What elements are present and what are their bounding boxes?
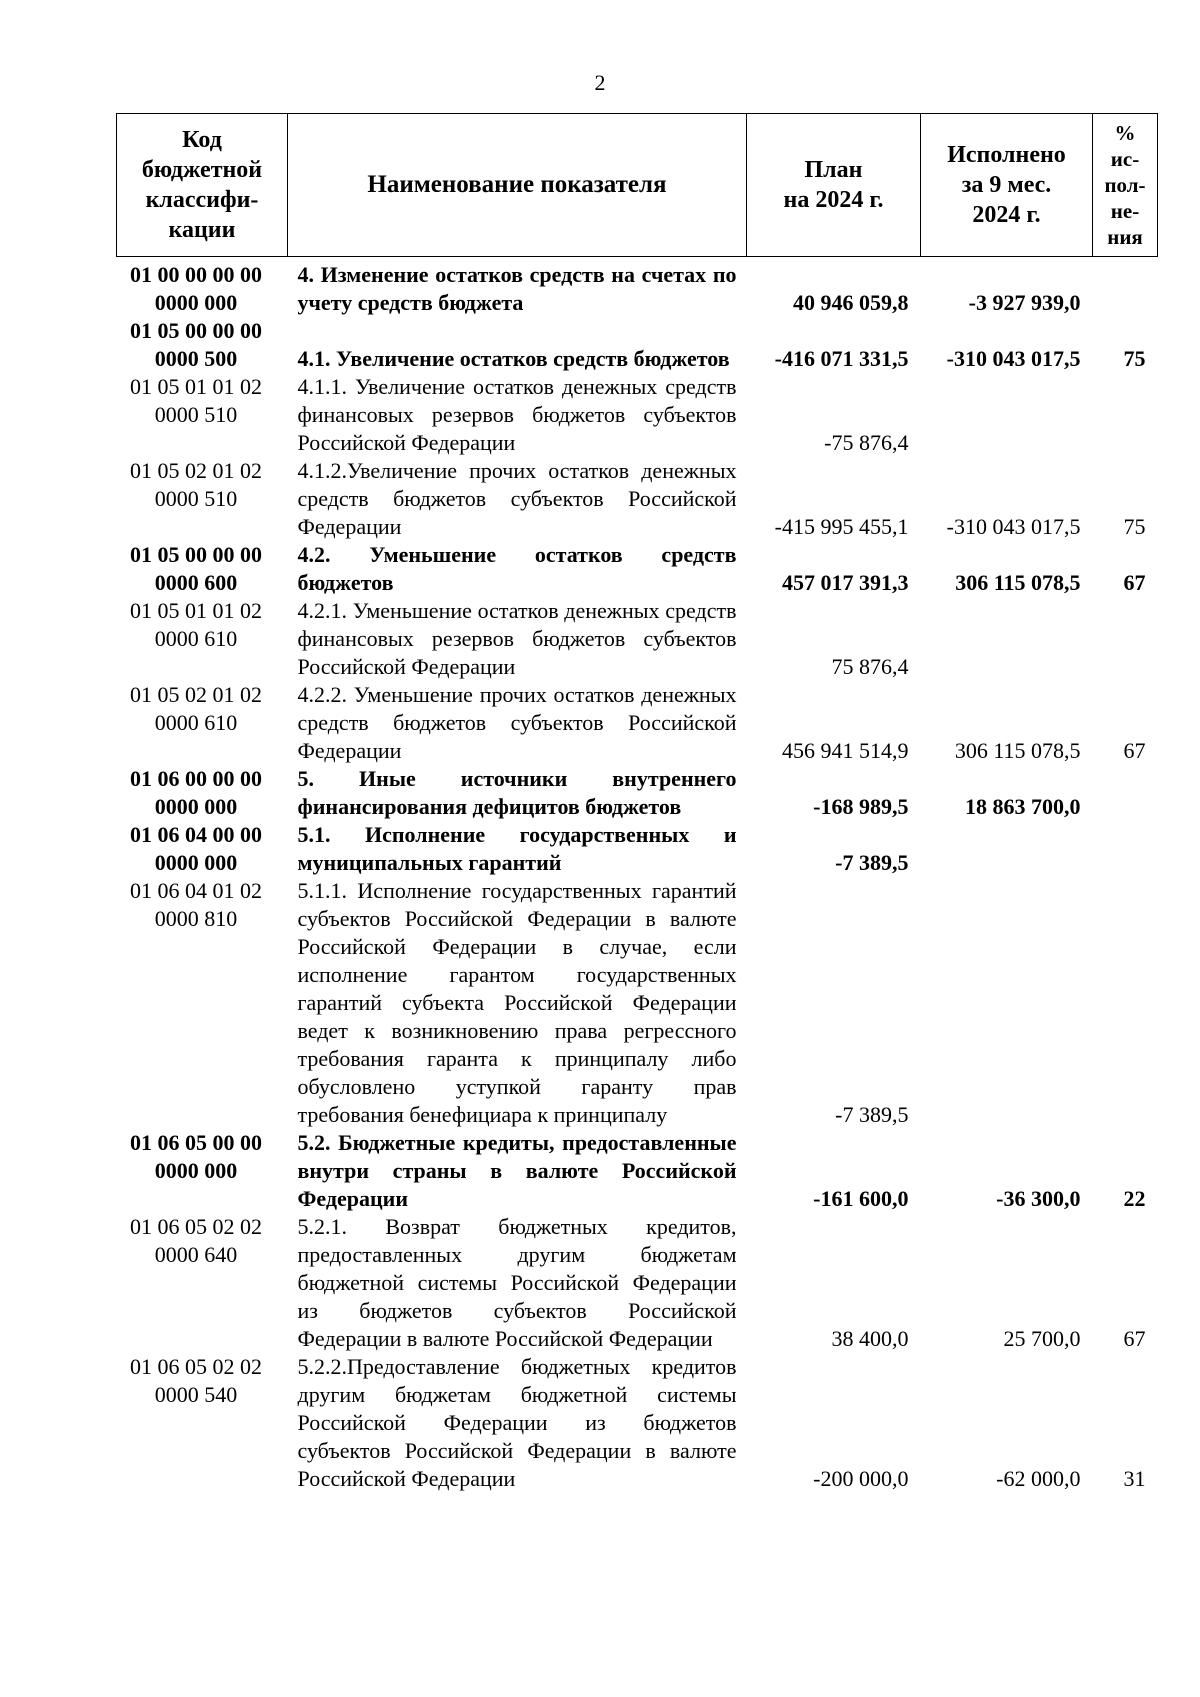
row-name: 4.2. Уменьшение остатков средств бюджетов (297, 542, 737, 595)
row-code: 01 05 02 01 02 0000 510 (130, 458, 262, 511)
row-code: 01 06 05 00 00 0000 000 (130, 1130, 262, 1183)
row-code: 01 05 02 01 02 0000 610 (130, 682, 262, 735)
header-plan: План на 2024 г. (747, 114, 921, 257)
header-code: Код бюджетной классифи- кации (117, 114, 288, 257)
row-percent-value: 75 (1123, 346, 1146, 371)
row-name: 4.1. Увеличение остатков средств бюджетов (297, 346, 730, 371)
row-percent-value (1093, 257, 1158, 318)
row-executed-value: 306 115 078,5 (954, 738, 1081, 763)
row-name: 5. Иные источники внутреннего финансирования дефицитов бюджетов (297, 766, 737, 819)
row-code: 01 06 04 01 02 0000 810 (130, 878, 262, 931)
row-executed-value: -310 043 017,5 (946, 346, 1081, 371)
row-executed-value (921, 373, 1093, 457)
row-plan-value: 40 946 059,8 (793, 290, 909, 315)
row-percent-value: 31 (1123, 1466, 1146, 1491)
header-percent: % ис- пол- не- ния (1093, 114, 1158, 257)
row-plan-value: -161 600,0 (813, 1186, 909, 1211)
row-plan-value: -415 995 455,1 (774, 514, 909, 539)
table-row (117, 681, 1158, 765)
header-name: Наименование показателя (288, 114, 747, 257)
table-body (117, 257, 1158, 1494)
row-executed-value (921, 821, 1093, 877)
row-name: 5.1. Исполнение государственных и муниципальных гарантий (297, 822, 737, 875)
table-row (117, 373, 1158, 457)
row-code: 01 05 00 00 00 0000 600 (130, 542, 262, 595)
row-name: 5.2.2.Предоставление бюджетных кредитов другим бюджетам бюджетной системы Российской Федерации из бюджетов субъектов Российской Федерации в валюте Российской Федерации (297, 1354, 737, 1491)
row-name: 4.1.1. Увеличение остатков денежных средств финансовых резервов бюджетов субъектов Российской Федерации (297, 374, 737, 455)
row-plan-value: -416 071 331,5 (774, 346, 909, 371)
row-percent-value (1093, 821, 1158, 877)
table-row (117, 1353, 1158, 1493)
row-plan-value: 75 876,4 (831, 654, 909, 679)
row-executed-value: -310 043 017,5 (946, 514, 1081, 539)
row-percent-value: 67 (1123, 738, 1146, 763)
row-executed-value: -3 927 939,0 (968, 290, 1081, 315)
row-name: 4.2.1. Уменьшение остатков денежных средств финансовых резервов бюджетов субъектов Российской Федерации (297, 598, 737, 679)
row-executed-value: -62 000,0 (996, 1466, 1081, 1491)
row-plan-value: -75 876,4 (824, 430, 909, 455)
row-code: 01 05 01 01 02 0000 610 (130, 598, 262, 651)
row-executed-value (921, 597, 1093, 681)
table-row (117, 597, 1158, 681)
row-plan-value: -200 000,0 (813, 1466, 909, 1491)
row-code: 01 06 05 02 02 0000 540 (130, 1354, 262, 1407)
table-row (117, 457, 1158, 541)
row-executed-value: 18 863 700,0 (965, 794, 1081, 819)
row-plan-value: -7 389,5 (835, 850, 909, 875)
row-code: 01 05 00 00 00 0000 500 (130, 318, 262, 371)
row-percent-value: 67 (1123, 1326, 1146, 1351)
row-code: 01 00 00 00 00 0000 000 (130, 262, 262, 315)
row-name: 5.1.1. Исполнение государственных гарантий субъектов Российской Федерации в валюте Российской Федерации в случае, если исполнение гарантом государственных гарантий субъекта Российской Федерации ведет к возникновению права регрессного требования гаранта к принципалу либо обусловлено уступкой гаранту прав требования бенефициара к принципалу (297, 878, 737, 1127)
row-name: 4.2.2. Уменьшение прочих остатков денежных средств бюджетов субъектов Российской Федерации (297, 682, 737, 763)
table-header-row (117, 114, 1158, 257)
row-percent-value: 75 (1123, 514, 1146, 539)
row-executed-value: 25 700,0 (1003, 1326, 1081, 1351)
page-number: 2 (594, 70, 606, 95)
row-percent-value (1093, 765, 1158, 821)
table-row (117, 821, 1158, 877)
row-percent-value (1093, 373, 1158, 457)
row-plan-value: 456 941 514,9 (782, 738, 909, 763)
row-executed-value (921, 877, 1093, 1129)
header-executed: Исполнено за 9 мес. 2024 г. (921, 114, 1093, 257)
row-percent-value: 22 (1123, 1186, 1146, 1211)
row-name: 5.2. Бюджетные кредиты, предоставленные внутри страны в валюте Российской Федерации (297, 1130, 737, 1211)
row-plan-value: 457 017 391,3 (782, 570, 909, 595)
table-row (117, 257, 1158, 318)
row-code: 01 06 00 00 00 0000 000 (130, 766, 262, 819)
table-row (117, 765, 1158, 821)
row-executed-value: -36 300,0 (996, 1186, 1081, 1211)
row-code: 01 06 04 00 00 0000 000 (130, 822, 262, 875)
row-executed-value: 306 115 078,5 (955, 570, 1081, 595)
row-name: 4. Изменение остатков средств на счетах по учету средств бюджета (297, 262, 737, 315)
row-percent-value (1093, 877, 1158, 1129)
row-name: 5.2.1. Возврат бюджетных кредитов, предоставленных другим бюджетам бюджетной системы Российской Федерации из бюджетов субъектов Российской Федерации в валюте Российской Федерации (297, 1214, 737, 1351)
row-plan-value: -168 989,5 (813, 794, 909, 819)
table-row (117, 317, 1158, 373)
row-code: 01 05 01 01 02 0000 510 (130, 374, 262, 427)
table-row (117, 541, 1158, 597)
row-code: 01 06 05 02 02 0000 640 (130, 1214, 262, 1267)
table-row (117, 1213, 1158, 1353)
table-row (117, 877, 1158, 1129)
row-plan-value: 38 400,0 (831, 1326, 909, 1351)
row-plan-value: -7 389,5 (835, 1102, 909, 1127)
row-percent-value (1093, 597, 1158, 681)
row-name: 4.1.2.Увеличение прочих остатков денежных средств бюджетов субъектов Российской Федерации (297, 458, 737, 539)
row-percent-value: 67 (1123, 570, 1146, 595)
budget-sources-table (116, 113, 1158, 1493)
table-row (117, 1129, 1158, 1213)
